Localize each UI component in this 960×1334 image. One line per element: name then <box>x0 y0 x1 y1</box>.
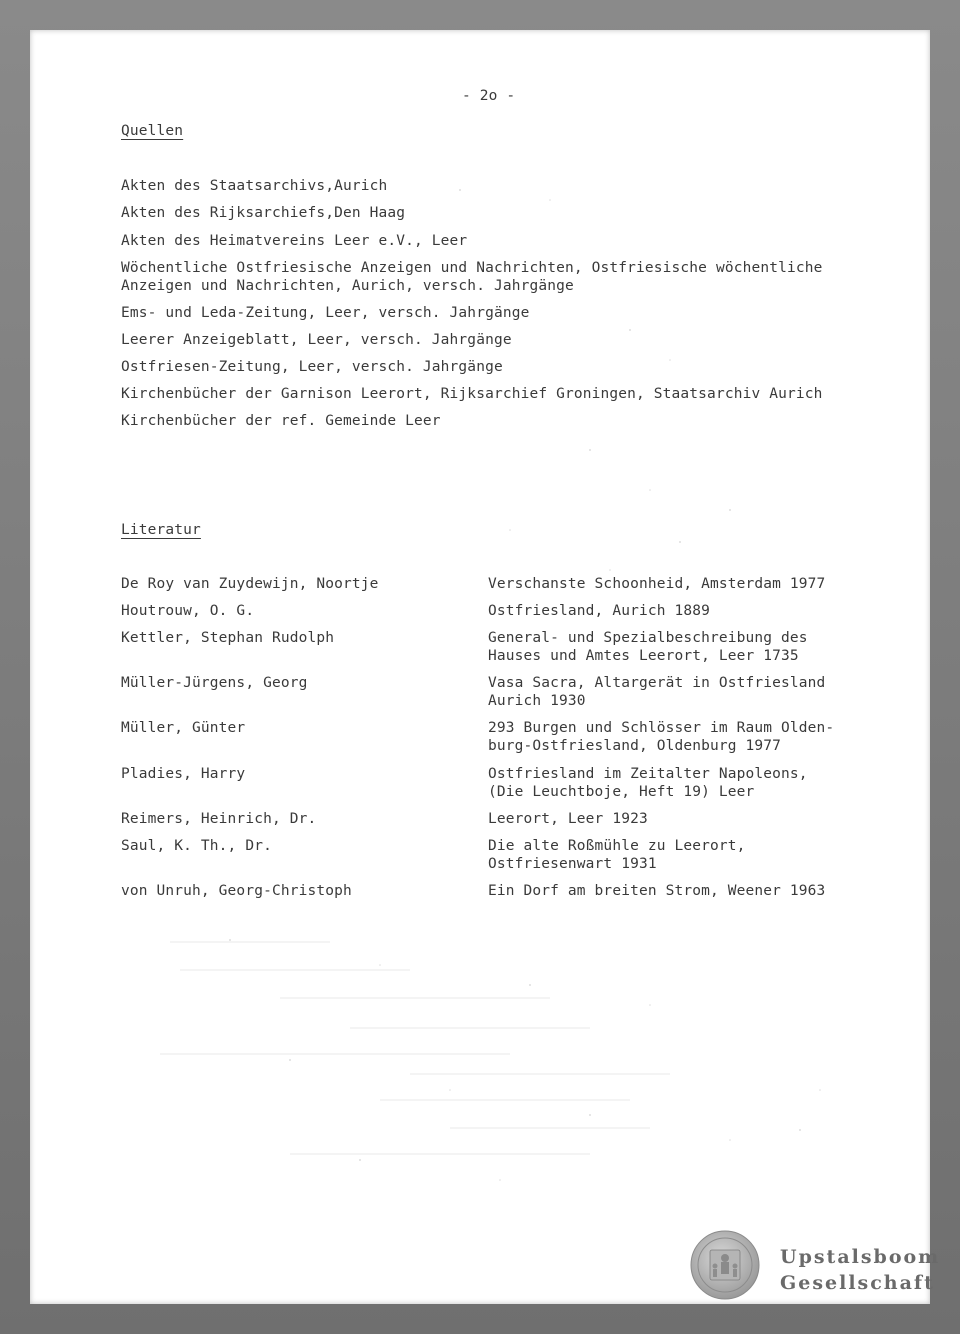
literature-title: General- und Spezialbeschreibung des Hauses und Amtes Leerort, Leer 1735 <box>488 630 808 664</box>
literature-author: Kettler, Stephan Rudolph <box>121 630 335 646</box>
literature-title: Leerort, Leer 1923 <box>488 811 648 827</box>
source-item: Ostfriesen-Zeitung, Leer, versch. Jahrgänge <box>121 359 503 375</box>
literature-author: Müller, Günter <box>121 720 246 736</box>
page-number: - 2o - <box>462 88 516 104</box>
society-seal-icon <box>690 1230 760 1300</box>
literature-author: De Roy van Zuydewijn, Noortje <box>121 576 379 592</box>
watermark-line1: Upstalsboom <box>780 1246 941 1268</box>
literature-author: Houtrouw, O. G. <box>121 603 255 619</box>
source-item: Leerer Anzeigeblatt, Leer, versch. Jahrgänge <box>121 332 512 348</box>
literature-author: Saul, K. Th., Dr. <box>121 838 272 854</box>
source-item: Akten des Staatsarchivs,Aurich <box>121 178 388 194</box>
source-item: Akten des Heimatvereins Leer e.V., Leer <box>121 233 468 249</box>
sources-heading: Quellen <box>121 123 184 139</box>
literature-author: Pladies, Harry <box>121 766 246 782</box>
literature-heading: Literatur <box>121 522 201 538</box>
literature-title: Ostfriesland im Zeitalter Napoleons, (Die Leuchtboje, Heft 19) Leer <box>488 766 808 800</box>
literature-title: Die alte Roßmühle zu Leerort, Ostfriesenwart 1931 <box>488 838 746 872</box>
source-item: Kirchenbücher der Garnison Leerort, Rijksarchief Groningen, Staatsarchiv Aurich <box>121 386 823 402</box>
source-item: Kirchenbücher der ref. Gemeinde Leer <box>121 413 441 429</box>
source-item-continuation: Anzeigen und Nachrichten, Aurich, versch. Jahrgänge <box>121 278 574 294</box>
source-item: Akten des Rijksarchiefs,Den Haag <box>121 205 406 221</box>
literature-title: Ostfriesland, Aurich 1889 <box>488 603 710 619</box>
literature-author: von Unruh, Georg-Christoph <box>121 883 352 899</box>
literature-title: Verschanste Schoonheid, Amsterdam 1977 <box>488 576 826 592</box>
watermark-line2: Gesellschaft <box>780 1272 935 1294</box>
source-item: Ems- und Leda-Zeitung, Leer, versch. Jahrgänge <box>121 305 530 321</box>
document-page <box>30 30 930 1304</box>
literature-author: Müller-Jürgens, Georg <box>121 675 308 691</box>
literature-title: Vasa Sacra, Altargerät in Ostfriesland Aurich 1930 <box>488 675 826 709</box>
literature-title: Ein Dorf am breiten Strom, Weener 1963 <box>488 883 826 899</box>
literature-title: 293 Burgen und Schlösser im Raum Olden- burg-Ostfriesland, Oldenburg 1977 <box>488 720 835 754</box>
literature-author: Reimers, Heinrich, Dr. <box>121 811 317 827</box>
source-item: Wöchentliche Ostfriesische Anzeigen und Nachrichten, Ostfriesische wöchentliche <box>121 260 823 276</box>
